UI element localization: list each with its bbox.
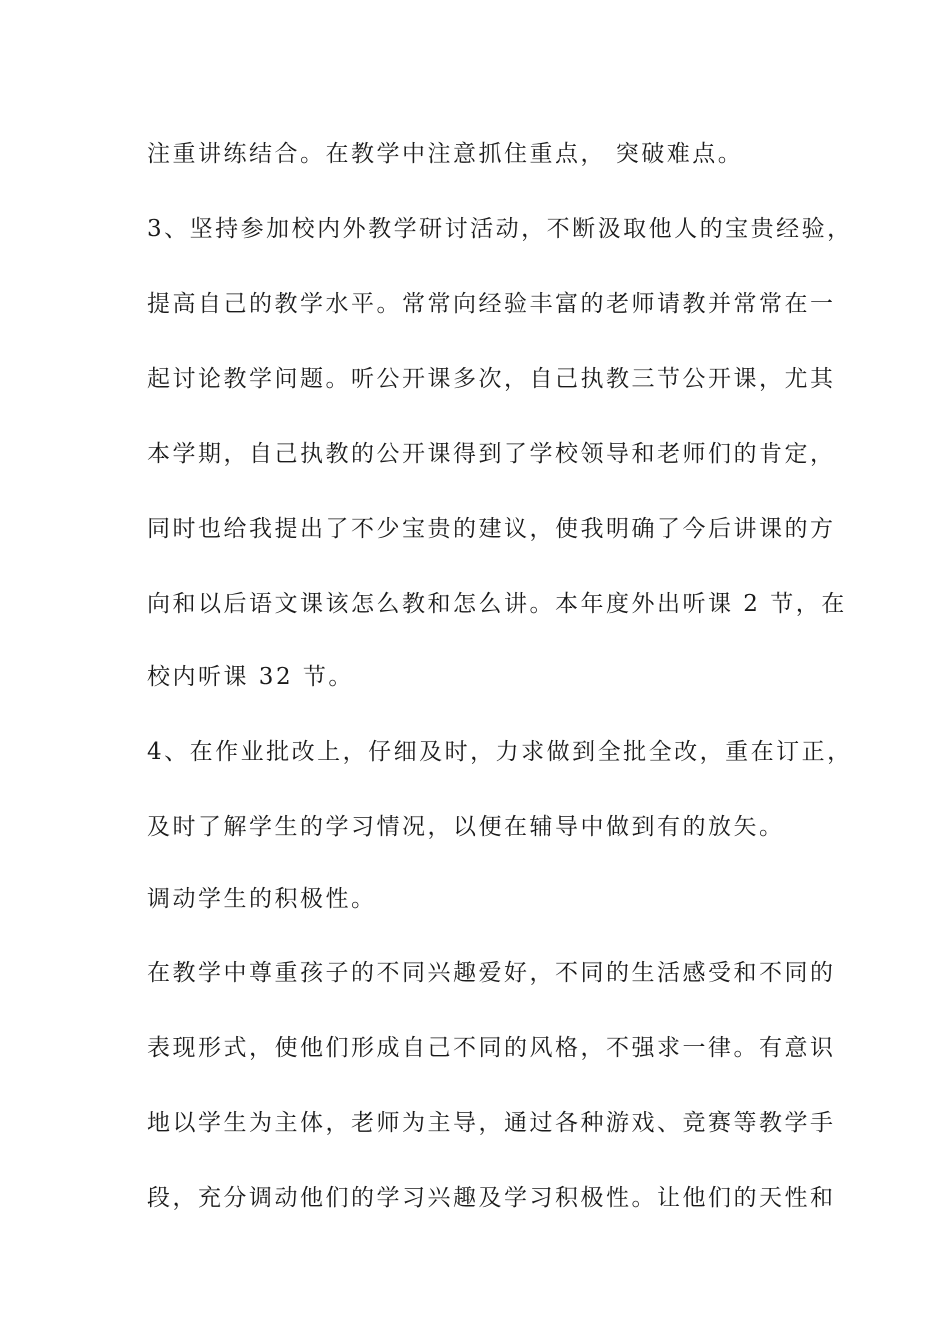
- paragraph-line: 向和以后语文课该怎么教和怎么讲。本年度外出听课 2 节，在: [147, 591, 847, 617]
- paragraph-line: 表现形式，使他们形成自己不同的风格，不强求一律。有意识: [147, 1035, 836, 1061]
- paragraph-line: 注重讲练结合。在教学中注意抓住重点， 突破难点。: [147, 141, 744, 167]
- paragraph-line: 在教学中尊重孩子的不同兴趣爱好，不同的生活感受和不同的: [147, 960, 836, 986]
- paragraph-line: 提高自己的教学水平。常常向经验丰富的老师请教并常常在一: [147, 291, 836, 317]
- paragraph-line: 起讨论教学问题。听公开课多次，自己执教三节公开课，尤其: [147, 366, 836, 392]
- paragraph-line: 地以学生为主体，老师为主导，通过各种游戏、竞赛等教学手: [147, 1110, 836, 1136]
- paragraph-line: 段，充分调动他们的学习兴趣及学习积极性。让他们的天性和: [147, 1185, 836, 1211]
- section-heading: 调动学生的积极性。: [147, 886, 377, 912]
- paragraph-line: 4、在作业批改上，仔细及时，力求做到全批全改，重在订正，: [147, 739, 853, 765]
- paragraph-line: 3、坚持参加校内外教学研讨活动，不断汲取他人的宝贵经验，: [147, 216, 853, 242]
- paragraph-line: 校内听课 32 节。: [147, 664, 354, 690]
- paragraph-line: 同时也给我提出了不少宝贵的建议，使我明确了今后讲课的方: [147, 516, 836, 542]
- paragraph-line: 及时了解学生的学习情况，以便在辅导中做到有的放矢。: [147, 814, 785, 840]
- paragraph-line: 本学期，自己执教的公开课得到了学校领导和老师们的肯定，: [147, 441, 836, 467]
